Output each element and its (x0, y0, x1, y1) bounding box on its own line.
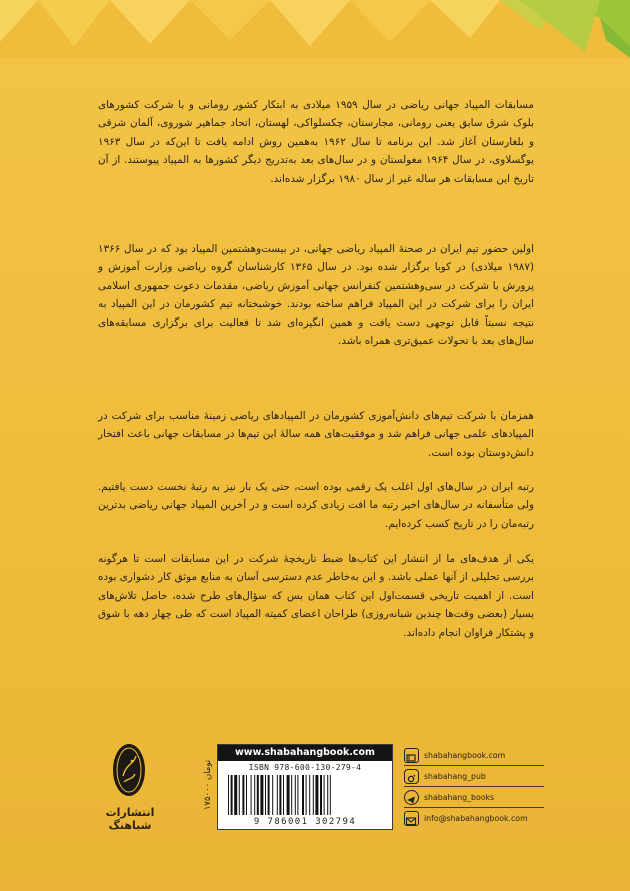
paragraph-history: مسابقات المپیاد جهانی ریاضی در سال ۱۹۵۹ میلادی به ابتکار کشور رومانی و با شرکت کشورهای بلوک شرق سابق یعنی رومانی، مجارستان، چکسلواکی، لهستان، اتحاد جماهیر شوروی، آلمان شرقی و بلغارستان آغاز شد. این برنامه تا سال ۱۹۶۲ به‌همین روش ادامه یافت تا این‌که در سال ۱۹۶۳ یوگسلاوی، در سال ۱۹۶۴ مغولستان و در سال‌های بعد به‌تدریج دیگر کشورها به المپیاد پیوستند. از آن تاریخ این مسابقات هر ساله غیر از سال ۱۹۸۰ برگزار شده‌اند. (98, 99, 534, 185)
website-url: www.shabahangbook.com (218, 745, 392, 761)
contact-telegram-text: shabahang_books (424, 793, 495, 802)
telegram-icon (404, 790, 419, 805)
paragraph-iran-ranking: رتبه ایران در سال‌های اول اغلب یک رقمی بوده است، حتی یک بار نیز به رتبهٔ نخست دست یافتیم. ولی متأسفانه در سال‌های اخیر رتبه ما افت زیادی کرده است و در آخرین المپیاد جهانی ریاضی بدترین رتبه‌مان را در تاریخ کسب کرده‌ایم. (98, 481, 534, 530)
divider (404, 807, 544, 808)
contact-website (404, 748, 544, 766)
barcode-box (217, 744, 393, 830)
divider (404, 786, 544, 787)
paragraph-student-teams: همزمان با شرکت تیم‌های دانش‌آموزی کشورمان در المپیادهای ریاضی زمینهٔ مناسب برای شرکت در المپیادهای علمی جهانی فراهم شد و موفقیت‌های همه سالهٔ این تیم‌ها در مسابقات جهانی باعث افتخار دانش‌دوستان بوده است. (98, 410, 534, 459)
publisher-logo (110, 742, 148, 798)
price-label (199, 758, 217, 816)
contact-email-text: info@shabahangbook.com (424, 814, 528, 823)
paragraph-book-purpose: یکی از هدف‌های ما از انتشار این کتاب‌ها ضبط تاریخچهٔ شرکت در این مسابقات است تا هرگونه بررسی تحلیلی از آنها عملی باشد. و این به‌خاطر عدم دسترسی آسان به منابع موثق کار دشواری بوده است. از اهمیت تاریخی قسمت‌اول این کتاب همان بس که سؤال‌های طرح شده، حاصل تلاش‌های بسیار (بعضی وقت‌ها چندین شبانه‌روزی) طراحان اعضای کمیته المپیاد است که طی چهار دهه با شوق و پشتکار فراوان انجام داده‌اند. (98, 553, 534, 639)
web-icon (404, 748, 419, 763)
publisher-name: انتشارات شباهنگ (105, 806, 155, 832)
isbn-label: ISBN 978-600-130-279-4 (248, 763, 362, 772)
instagram-icon (404, 769, 419, 784)
paragraph-iran-first-participation: اولین حضور تیم ایران در صحنهٔ المپیاد ریاضی جهانی، در بیست‌وهشتمین المپیاد بود که در سال ۱۳۶۶ (۱۹۸۷ میلادی) در کوبا برگزار شده بود. در سال ۱۳۶۵ کارشناسان گروه ریاضی وزارت آموزش و پرورش با شرکت در سی‌وهشتمین کنفرانس جهانی آموزش ریاضی، مقدمات دعوت جمهوری اسلامی ایران را برای شرکت در این المپیاد فراهم ساخته بودند. خوشبختانه تیم کشورمان در این المپیاد به نتیجه نسبتاً قابل توجهی دست یافت و همین انگیزه‌ای شد تا فعالیت برای برگزاری مسابقه‌های سال‌های بعد با تحولات عمیق‌تری همراه باشد. (98, 243, 534, 348)
divider (404, 765, 544, 766)
contact-website-text: shabahangbook.com (424, 751, 506, 760)
contact-email (404, 811, 544, 829)
email-icon (404, 811, 419, 826)
contact-telegram (404, 790, 544, 808)
contact-instagram-text: shabahang_pub (424, 772, 486, 781)
contact-instagram (404, 769, 544, 787)
barcode-bars (224, 775, 386, 817)
barcode-digits: 9 786001 302794 (253, 817, 357, 827)
price-text: ۱۷۵۰۰۰ تومان (203, 759, 213, 811)
decorative-triangle-pattern (0, 0, 630, 58)
